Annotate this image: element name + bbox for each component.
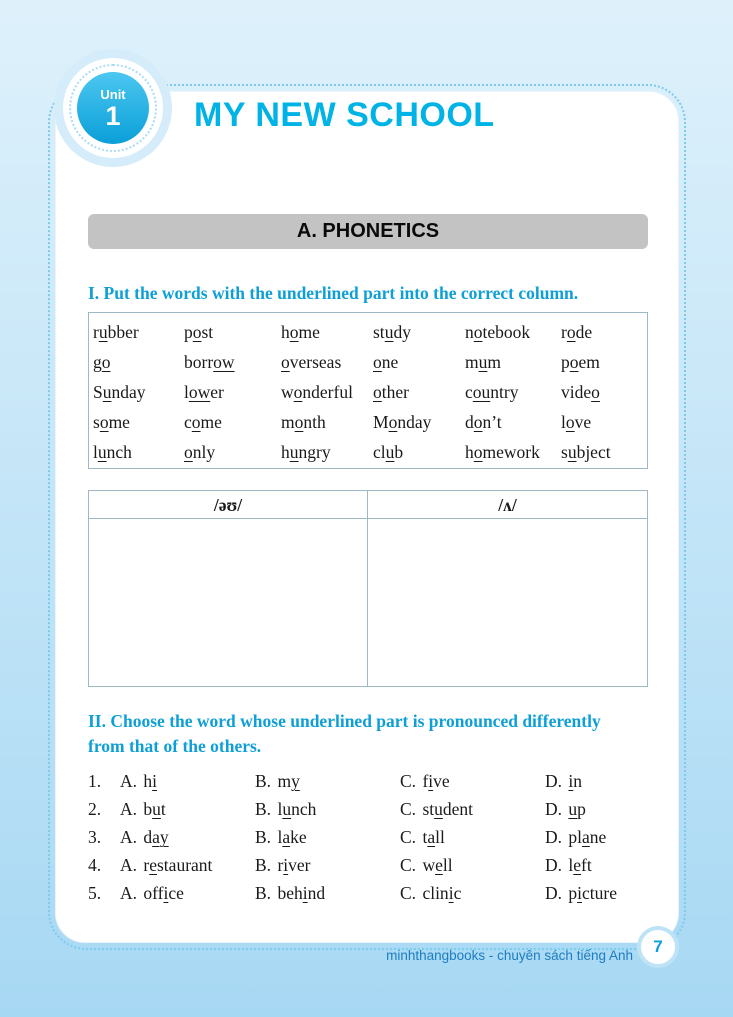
answer-option [120, 879, 255, 907]
word: only [184, 442, 216, 462]
word: river [277, 855, 311, 875]
word-bank-cell [561, 347, 647, 377]
answer-option [545, 879, 648, 907]
word: subject [561, 442, 611, 462]
footer-credit: minhthangbooks - chuyên sách tiếng Anh [386, 948, 633, 963]
word: go [93, 352, 111, 372]
word-bank-cell [561, 437, 647, 467]
option-label: C. [400, 827, 417, 847]
word: lunch [277, 799, 317, 819]
exercise2-instruction [88, 709, 648, 759]
questions-list [88, 767, 648, 907]
word-bank-cell [561, 317, 647, 347]
word: hi [143, 771, 158, 791]
word: restaurant [143, 855, 213, 875]
answer-option [255, 767, 400, 795]
word-bank-cell [281, 437, 373, 467]
option-label: C. [400, 883, 417, 903]
underlined-part: o [473, 322, 483, 342]
underlined-part: i [283, 855, 289, 875]
word: lower [184, 382, 224, 402]
phonetics-table [88, 490, 648, 687]
word-bank-cell [93, 407, 184, 437]
word: borrow [184, 352, 235, 372]
word-bank-cell [561, 407, 647, 437]
answer-option [400, 851, 545, 879]
option-label: D. [545, 883, 563, 903]
word: in [568, 771, 583, 791]
underlined-part: i [152, 771, 158, 791]
question-number: 1. [88, 771, 102, 791]
word: overseas [281, 352, 342, 372]
word-bank-cell [281, 407, 373, 437]
underlined-part: y [291, 771, 300, 791]
option-label: C. [400, 799, 417, 819]
word: video [561, 382, 600, 402]
word: plane [568, 827, 607, 847]
underlined-part: o [473, 412, 483, 432]
word: but [143, 799, 166, 819]
word: lake [277, 827, 307, 847]
answer-option [400, 823, 545, 851]
option-label: D. [545, 799, 563, 819]
word-bank-cell [93, 377, 184, 407]
option-label: B. [255, 827, 272, 847]
underlined-part: u [152, 799, 161, 819]
answer-option [255, 823, 400, 851]
word: Sunday [93, 382, 146, 402]
answer-option [400, 767, 545, 795]
word: homework [465, 442, 540, 462]
word-bank-cell [465, 407, 561, 437]
underlined-part: o [388, 412, 398, 432]
word-bank-cell [465, 347, 561, 377]
word: five [422, 771, 450, 791]
underlined-part: u [567, 442, 577, 462]
underlined-part: u [478, 352, 488, 372]
word: my [277, 771, 300, 791]
word: student [422, 799, 474, 819]
underlined-part: o [565, 412, 575, 432]
underlined-part: o [184, 442, 193, 462]
underlined-part: u [97, 442, 107, 462]
word-bank-cell [184, 347, 281, 377]
question-row [88, 851, 648, 879]
word: behind [277, 883, 326, 903]
exercise2-instruction-line1: II. Choose the word whose underlined part is pronounced differently [88, 711, 601, 731]
underlined-part: o [569, 352, 579, 372]
underlined-part: u [98, 322, 108, 342]
option-label: B. [255, 855, 272, 875]
underlined-part: u [385, 442, 395, 462]
answer-option [120, 851, 255, 879]
question-number: 5. [88, 883, 102, 903]
underlined-part: u [384, 322, 394, 342]
word: don’t [465, 412, 502, 432]
underlined-part: o [373, 382, 382, 402]
word-bank-cell [281, 347, 373, 377]
word: poem [561, 352, 600, 372]
word: month [281, 412, 326, 432]
underlined-part: i [577, 883, 583, 903]
word: one [373, 352, 399, 372]
word: hungry [281, 442, 331, 462]
word-bank-cell [281, 317, 373, 347]
page-number-badge: 7 [641, 930, 675, 964]
word-bank-cell [561, 377, 647, 407]
underlined-part: o [566, 322, 576, 342]
option-label: B. [255, 771, 272, 791]
option-label: D. [545, 771, 563, 791]
answer-option [545, 851, 648, 879]
answer-option [255, 795, 400, 823]
underlined-part: e [573, 855, 582, 875]
word-bank-cell [93, 347, 184, 377]
word: office [143, 883, 184, 903]
option-label: D. [545, 827, 563, 847]
word: other [373, 382, 409, 402]
option-label: A. [120, 883, 138, 903]
word-bank-cell [465, 317, 561, 347]
question-row [88, 795, 648, 823]
unit-badge-ring [63, 58, 163, 158]
word: well [422, 855, 453, 875]
word: post [184, 322, 214, 342]
answer-option [545, 795, 648, 823]
word: lunch [93, 442, 132, 462]
answer-option [545, 767, 648, 795]
answer-option [545, 823, 648, 851]
word-bank-cell [373, 347, 465, 377]
underlined-part: u [102, 382, 112, 402]
word: Monday [373, 412, 432, 432]
option-label: C. [400, 855, 417, 875]
underlined-part: o [289, 322, 299, 342]
question-number: 3. [88, 827, 102, 847]
underlined-part: i [302, 883, 308, 903]
underlined-part: a [282, 827, 291, 847]
question-number: 2. [88, 799, 102, 819]
unit-number: 1 [105, 100, 121, 131]
underlined-part: o [192, 322, 202, 342]
exercise2-instruction-line2: from that of the others. [88, 736, 262, 756]
phon-header-uh: /ʌ/ [368, 491, 647, 519]
underlined-part: o [294, 412, 304, 432]
answer-option [400, 879, 545, 907]
word: notebook [465, 322, 531, 342]
underlined-part: a [582, 827, 590, 847]
underlined-part: o [293, 382, 303, 402]
word-bank-cell [373, 407, 465, 437]
word: country [465, 382, 519, 402]
word: day [143, 827, 169, 847]
word: rode [561, 322, 593, 342]
word: picture [568, 883, 617, 903]
question-row [88, 879, 648, 907]
underlined-part: o [101, 352, 111, 372]
unit-badge-core [77, 72, 149, 144]
word: home [281, 322, 320, 342]
underlined-part: o [473, 442, 483, 462]
word: love [561, 412, 592, 432]
underlined-part: e [435, 855, 443, 875]
exercise1-instruction: I. Put the words with the underlined part into the correct column. [88, 283, 579, 303]
word: clinic [422, 883, 462, 903]
word-bank-cell [373, 317, 465, 347]
word-bank-cell [93, 437, 184, 467]
word-bank-cell [465, 437, 561, 467]
answer-option [255, 851, 400, 879]
underlined-part: i [163, 883, 169, 903]
option-label: D. [545, 855, 563, 875]
underlined-part: i [448, 883, 454, 903]
question-number: 4. [88, 855, 102, 875]
word-bank [88, 312, 648, 469]
underlined-part: i [568, 771, 574, 791]
word: club [373, 442, 404, 462]
answer-option [120, 795, 255, 823]
unit-badge [54, 49, 172, 167]
word-bank-cell [281, 377, 373, 407]
word-bank-cell [184, 437, 281, 467]
word: some [93, 412, 130, 432]
word: mum [465, 352, 501, 372]
word-bank-cell [373, 377, 465, 407]
underlined-part: u [282, 799, 292, 819]
phon-body-ou [89, 519, 368, 686]
word-bank-cell [373, 437, 465, 467]
underlined-part: o [99, 412, 109, 432]
word: left [568, 855, 592, 875]
unit-badge-dotted-ring [69, 64, 157, 152]
underlined-part: ay [152, 827, 169, 847]
option-label: C. [400, 771, 417, 791]
option-label: A. [120, 855, 138, 875]
answer-option [400, 795, 545, 823]
option-label: B. [255, 883, 272, 903]
underlined-part: e [149, 855, 157, 875]
answer-option [255, 879, 400, 907]
underlined-part: ou [472, 382, 491, 402]
word: tall [422, 827, 445, 847]
option-label: A. [120, 827, 138, 847]
answer-option [120, 767, 255, 795]
phon-header-ou: /əʊ/ [89, 491, 368, 519]
question-row [88, 767, 648, 795]
option-label: A. [120, 799, 138, 819]
word-bank-cell [184, 407, 281, 437]
underlined-part: u [568, 799, 578, 819]
answer-option [120, 823, 255, 851]
unit-label: Unit [100, 86, 126, 102]
underlined-part: o [591, 382, 600, 402]
underlined-part: o [191, 412, 201, 432]
word: wonderful [281, 382, 353, 402]
section-a-header: A. PHONETICS [88, 214, 648, 249]
underlined-part: o [281, 352, 290, 372]
word-bank-cell [184, 317, 281, 347]
option-label: A. [120, 771, 138, 791]
option-label: B. [255, 799, 272, 819]
word-bank-cell [465, 377, 561, 407]
underlined-part: ow [213, 352, 235, 372]
question-row [88, 823, 648, 851]
word: study [373, 322, 411, 342]
word: rubber [93, 322, 139, 342]
word-bank-cell [93, 317, 184, 347]
underlined-part: o [373, 352, 382, 372]
underlined-part: u [434, 799, 443, 819]
phon-body-uh [368, 519, 647, 686]
page-title: MY NEW SCHOOL [194, 96, 495, 134]
underlined-part: ow [188, 382, 211, 402]
underlined-part: i [428, 771, 434, 791]
word-bank-cell [184, 377, 281, 407]
word: come [184, 412, 222, 432]
underlined-part: u [289, 442, 299, 462]
underlined-part: a [427, 827, 436, 847]
word: up [568, 799, 586, 819]
